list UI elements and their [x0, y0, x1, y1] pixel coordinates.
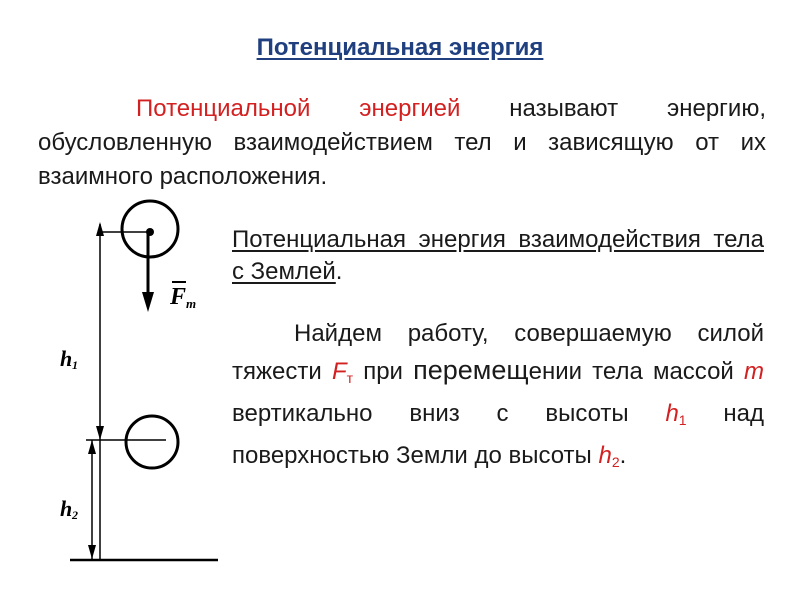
section-subheading	[232, 224, 764, 288]
h2-symbol: h	[598, 442, 612, 469]
definition-term: Потенциальной энергией	[136, 95, 461, 122]
h1-symbol-subscript: 1	[678, 412, 687, 428]
h2-label: h	[60, 496, 73, 521]
paragraph-text-2: при	[353, 358, 414, 385]
emphasized-word: перемещ	[413, 355, 529, 385]
h1-arrow-top	[96, 222, 104, 236]
paragraph-text-3: ении тела массой	[528, 358, 744, 385]
paragraph-text-4: вертикально вниз с высоты	[232, 400, 666, 427]
h1-label: h	[60, 346, 73, 371]
force-symbol-subscript: т	[346, 370, 354, 386]
h1-symbol: h	[665, 400, 679, 427]
force-symbol: F	[331, 358, 347, 385]
h1-label-subscript: 1	[72, 358, 78, 372]
paragraph-text-5: над поверхностью Земли до высоты	[232, 400, 764, 469]
work-paragraph	[232, 316, 764, 480]
h2-symbol-subscript: 2	[611, 454, 620, 470]
subheading-period: .	[335, 258, 343, 285]
force-label-subscript: т	[186, 296, 197, 311]
h1-arrow-bottom	[96, 426, 104, 440]
subheading-text: Потенциальная энергия взаимодействия тела с Землей	[232, 226, 764, 285]
lower-body	[126, 416, 178, 468]
falling-body-diagram	[40, 198, 230, 570]
paragraph-text-6: .	[619, 442, 627, 469]
paragraph-text-1: Найдем работу, совершаемую силой тяжести	[232, 320, 764, 385]
slide-title: Потенциальная энергия	[256, 34, 544, 61]
definition-text: называют энергию, обусловленную взаимодействием тел и зависящую от их взаимного расположения.	[38, 95, 766, 190]
force-label: F	[170, 284, 187, 310]
h2-label-subscript: 2	[72, 508, 78, 522]
gravity-force-arrowhead	[142, 292, 154, 312]
definition-paragraph	[38, 92, 766, 194]
mass-symbol: m	[743, 358, 764, 385]
